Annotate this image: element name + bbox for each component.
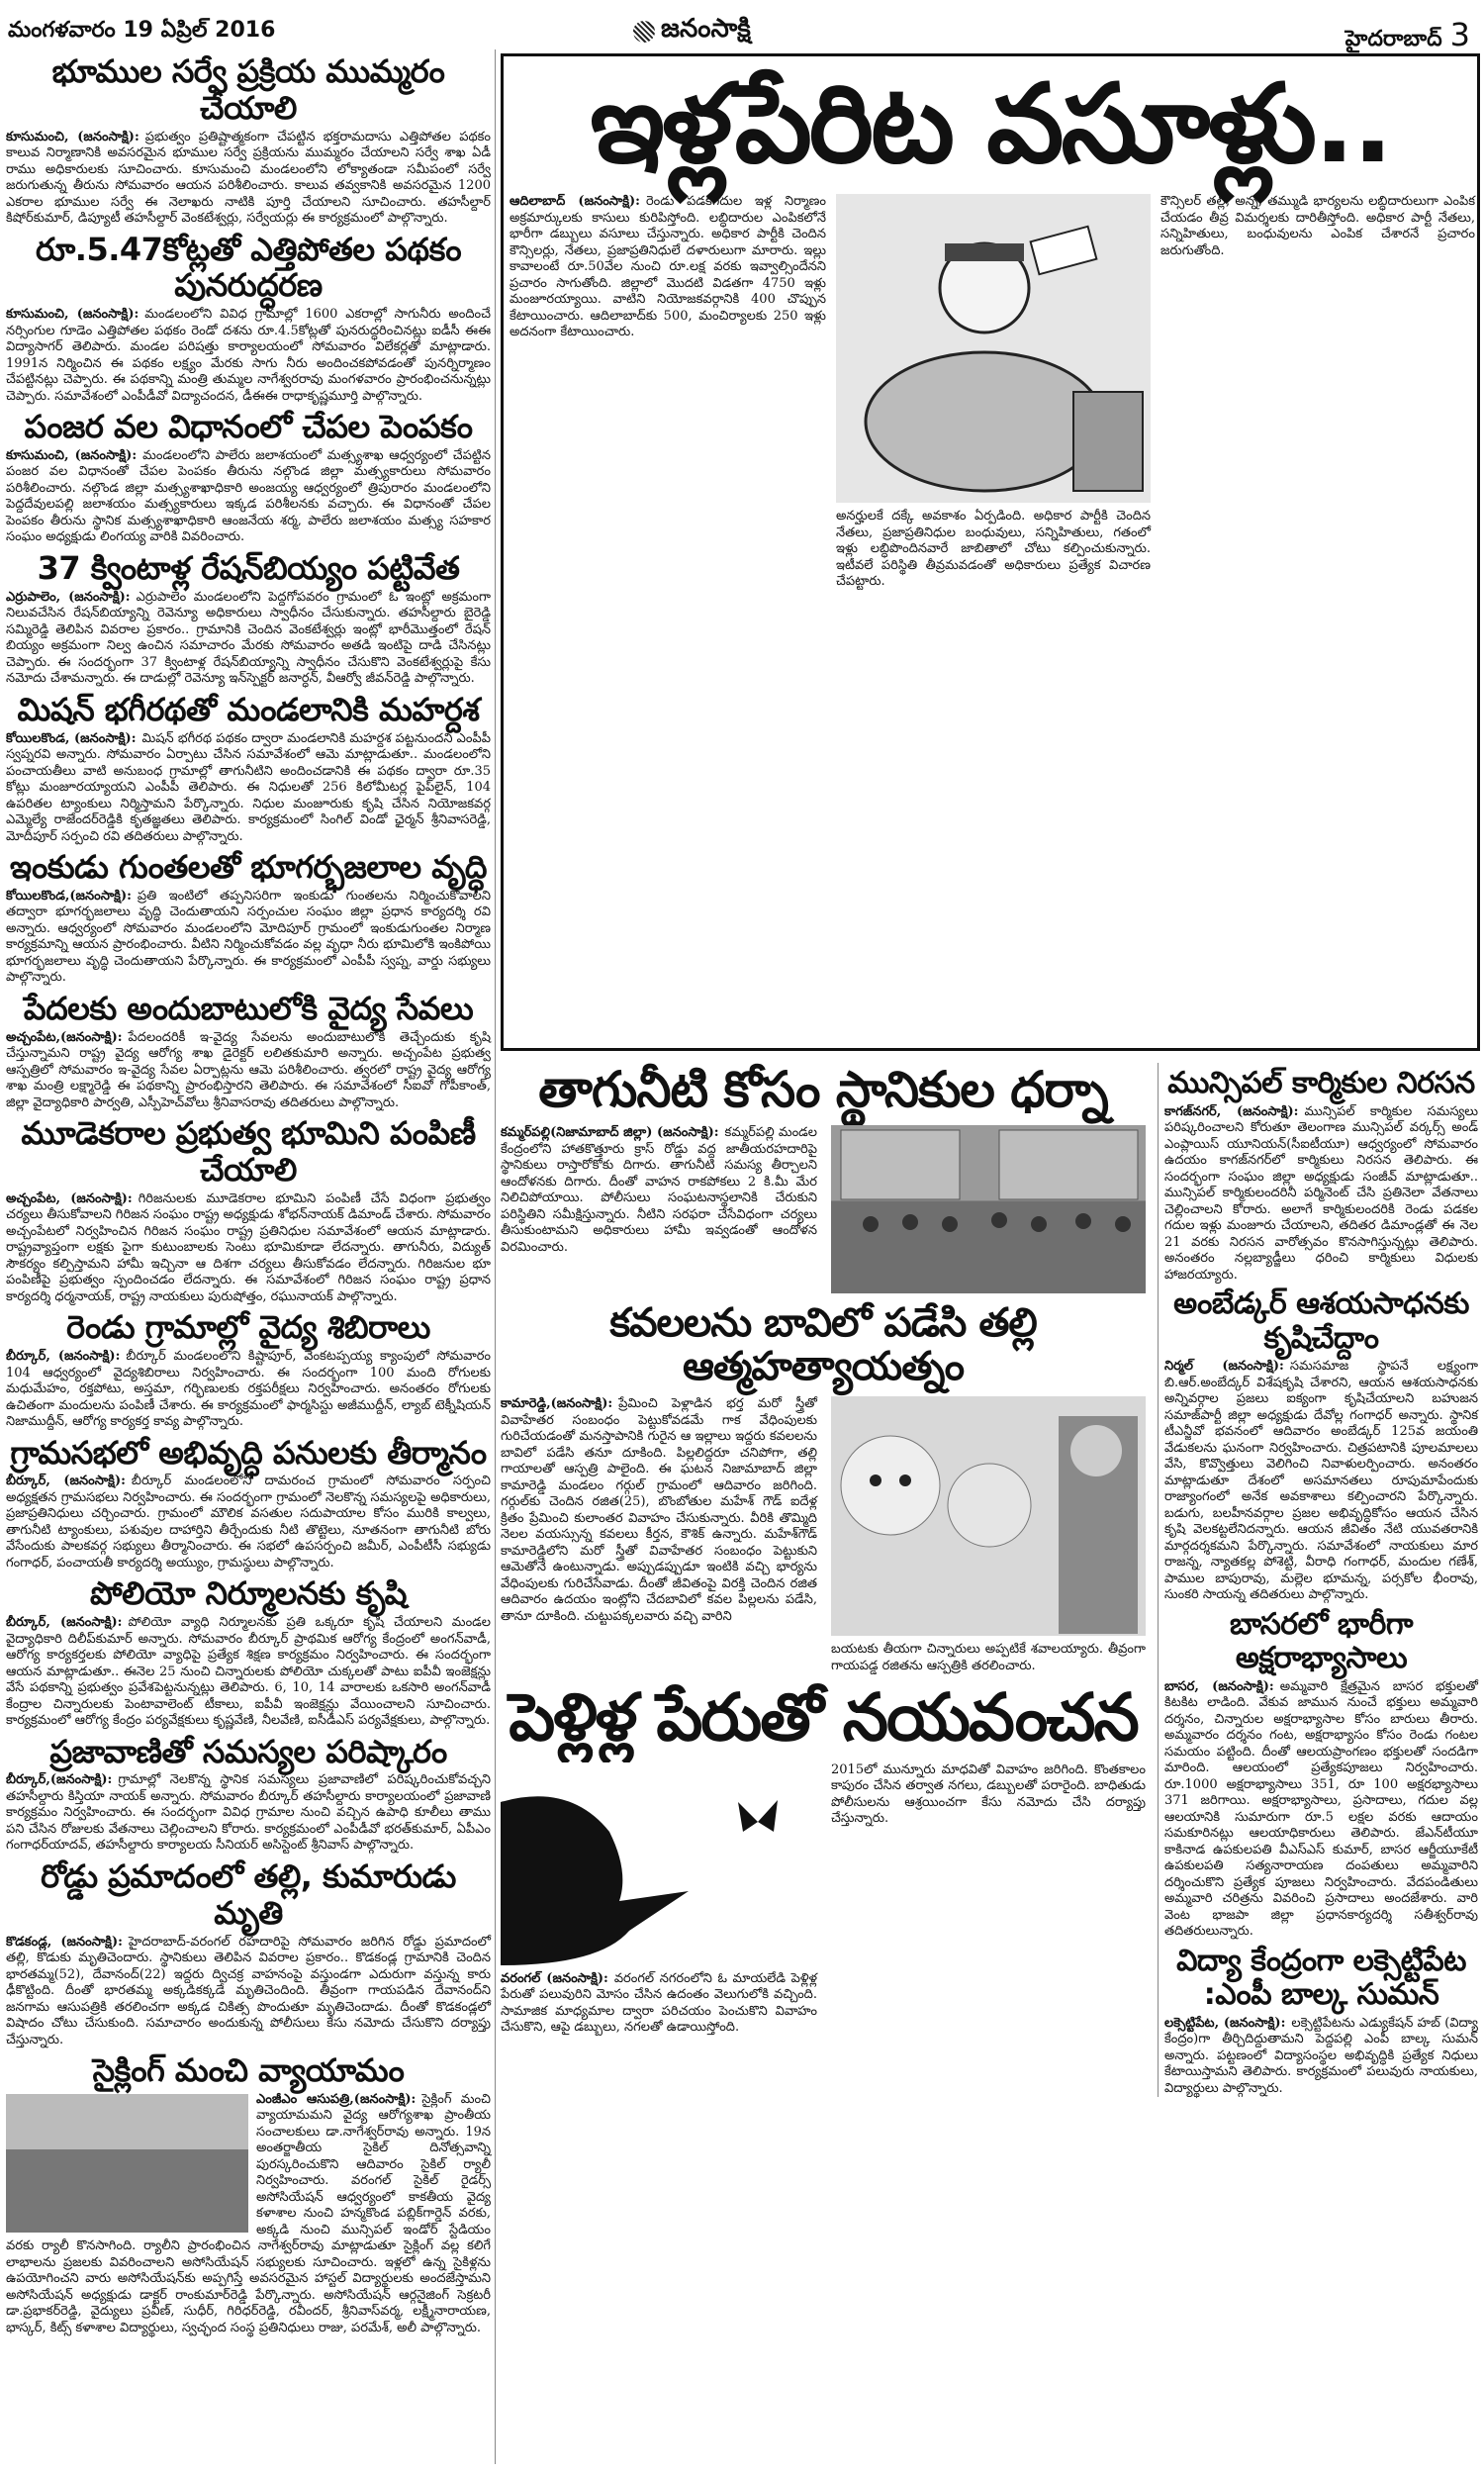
article-headline: 37 క్వింటాళ్ల రేషన్‌బియ్యం పట్టివేత [37,548,460,587]
logo-text: జనంసాక్షి [661,14,751,44]
marriage-fraud-headline: పెళ్లిళ్ల పేరుతో నయవంచన [509,1679,1138,1756]
lead-body-col-3: కౌన్సిలర్ తల్లి, అన్న, తమ్ముడి భార్యలను లబ్ధిదారులుగా ఎంపిక చేయడం తీవ్ర విమర్శలకు దారితీస్తోంది. అధికార పార్టీ నేతలు, సన్నిహితులు, బంధువులను ఎంపిక చేశారనే ప్రచారం జరుగుతోంది. [1160,194,1475,258]
marriage-fraud-article [501,1762,1146,2037]
news-article [6,688,491,845]
lead-body-col-2: అనర్హులకే దక్కే అవకాశం ఏర్పడింది. అధికార పార్టీకి చెందిన నేతలు, ప్రజాప్రతినిధుల బంధువులు, సన్నిహితులు, గతంలో ఇళ్లు లబ్ధిపొందినవారే జాబితాలో చోటు కల్పించుకున్నారు. ఇటీవలే పరిస్థితి తీవ్రమవడంతో అధికారులు ప్రత్యేక విచారణ చేపట్టారు. [836,509,1151,589]
article-body [6,889,491,987]
article-body [1164,1679,1478,1941]
article-text: గిరిజనులకు మూడెకరాల భూమిని పంపిణీ చేసే విధంగా ప్రభుత్వం చర్యలు తీసుకోవాలని గిరిజన సంఘం రాష్ట్ర అధ్యక్షుడు శోభన్‌నాయక్ డిమాండ్ చేశారు. సోమవారం అచ్చంపేటలో నిర్వహించిన గిరిజన సంఘం రాష్ట్ర ప్రతినిధుల సమావేశంలో ఆయన మాట్లాడారు. రాష్ట్రవ్యాప్తంగా లక్షకు పైగా కుటుంబాలకు సెంటు భూమికూడా లేదన్నారు. తాగునీరు, విద్యుత్ సౌకర్యం కల్పిస్తామని హామీ ఇచ్చినా ఆ దిశగా చర్యలు తీసుకోవడం లేదన్నారు. గిరిజనుల భూ పంపిణీపై ప్రభుత్వం స్పందించడం లేదన్నారు. ఈ సమావేశంలో గిరిజన సంఘం రాష్ట్ర ప్రధాన కార్యదర్శి ధర్మనాయక్, రాష్ట్ర నాయకులు పురుషోత్తం, రఘునాయక్ పాల్గొన్నారు. [6,1190,491,1304]
article-body: కమ్మర్‌పల్లి మండల కేంద్రంలోని హాతకొత్తూరు క్రాస్ రోడ్డు వద్ద జాతీయరహదారిపై స్థానికులు రాస్తారోకోకు దిగారు. తాగునీటి సమస్య తీర్చాలని ఆందోళనకు దిగారు. దీంతో వాహన రాకపోకలు 2 కి.మీ మేర నిలిచిపోయాయి. పోలీసులు సంఘటనాస్థలానికి చేరుకుని పరిస్థితిని సమీక్షిస్తున్నారు. నీటిని సరఫరా చేసేవిధంగా చర్యలు తీసుకుంటామని అధికారులు హామీ ఇవ్వడంతో ఆందోళన విరమించారు. [501,1125,817,1255]
news-article [6,2048,491,2336]
article-headline: గ్రామసభలో అభివృద్ధి పనులకు తీర్మానం [10,1433,487,1472]
protesters-photo-graphic [831,1125,1146,1293]
marriage-fraud-body [501,1971,817,2037]
article-headline: భూముల సర్వే ప్రక్రియ ముమ్మరం చేయాలి [51,52,445,127]
article-headline: మిషన్ భగీరథతో మండలానికి మహర్దశ [17,690,480,728]
cartoon-money-bag-illustration [836,194,1151,503]
article-text: బీర్కూర్ మండలంలోని దామరంచ గ్రామంలో సోమవారం సర్పంచి అధ్యక్షతన గ్రామసభలు నిర్వహించారు. ఈ సందర్భంగా గ్రామంలో నెలకొన్న సమస్యలపై అధికారులు, ప్రజాప్రతినిధులు చర్చించారు. గ్రామంలో మౌలిక వసతుల సదుపాయాల కోసం మురికి కాల్వలు, తాగునీటి ట్యాంకులు, పశువుల దాహార్తిని తీర్చేందుకు నీటి తొట్టెలు, నూతనంగా తాగునీటి బోరు వేసేందుకు పాలకవర్గ సభ్యులు తీర్మానించారు. ఈ సభలో ఉపసర్పంచి జమీర్, ఎంపీటీసీ సభ్యుడు గంగాధర్, పంచాయతీ కార్యదర్శి అయ్యుం, గ్రామస్థులు పాల్గొన్నారు. [6,1474,491,1570]
lead-body-col-1 [510,194,826,591]
news-article [1164,1063,1478,1284]
dateline: లక్సెట్టిపేట, (జనంసాక్షి): [1164,2015,1286,2031]
article-text: సైక్లింగ్ మంచి వ్యాయామమని వైద్య ఆరోగ్యశాఖ ప్రాంతీయ సంచాలకులు డా.నాగేశ్వర్‌రావు అన్నారు. 19న అంతర్జాతీయ సైకిల్ దినోత్సవాన్ని పురస్కరించుకొని ఆదివారం సైకిల్ ర్యాలీ నిర్వహించారు. వరంగల్ సైకిల్ రైడర్స్ అసోసియేషన్ ఆధ్వర్యంలో కాకతీయ వైద్య కళాశాల నుంచి హన్మకొండ పబ్లిక్‌గార్డెన్ వరకు, అక్కడి నుంచి మున్సిపల్ ఇండోర్ స్టేడియం వరకు ర్యాలీ కొనసాగింది. ర్యాలీని ప్రారంభించిన నాగేశ్వర్‌రావు మాట్లాడుతూ సైక్లింగ్ వల్ల కలిగే లాభాలను ప్రజలకు వివరించాలని అసోసియేషన్ సభ్యులకు సూచించారు. ఇళ్లలో ఉన్న సైకిళ్లను ఉపయోగించని వారు అసోసియేషన్‌కు అప్పగిస్తే అవసరమైన హాస్టల్ విద్యార్థులకు అందజేస్తామని అసోసియేషన్ అధ్యక్షుడు డాక్టర్ రాంకుమార్‌రెడ్డి పేర్కొన్నారు. అసోసియేషన్ ఆర్గనైజింగ్ సెక్రటరీ డా.ప్రభాకర్‌రెడ్డి, వైద్యులు ప్రవీణ్, సుధీర్, గిరిధర్‌రెడ్డి, రవీందర్, శ్రీనివాస్‌వర్మ, లక్ష్మీనారాయణ, భాస్కర్, కిట్స్ కళాశాల విద్యార్థులు, స్వచ్ఛంద సంస్థ ప్రతినిధులు రాజు, పరమేశ్, అలీ పాల్గొన్నారు. [6,2091,491,2335]
dateline: కమ్మర్‌పల్లి(నిజామాబాద్ జిల్లా) (జనంసాక్షి): [501,1125,719,1140]
dateline: బీర్కూర్, (జనంసాక్షి): [6,1615,123,1631]
marriage-fraud-body-right: 2015లో మున్నూరు మాధవితో వివాహం జరిగింది. కొంతకాలం కాపురం చేసిన తర్వాత నగలు, డబ్బులతో పరారైంది. బాధితుడు పోలీసులను ఆశ్రయించగా కేసు నమోదు చేసి దర్యాప్తు చేస్తున్నారు. [831,1761,1146,1827]
article-headline: రెండు గ్రామాల్లో వైద్య శిబిరాలు [66,1308,430,1347]
article-body [6,1191,491,1306]
article-text: హైదరాబాద్-వరంగల్ రహదారిపై సోమవారం జరిగిన రోడ్డు ప్రమాదంలో తల్లి, కొడుకు మృతిచెందారు. స్థానికులు తెలిపిన వివరాల ప్రకారం.. కొడకండ్ల గ్రామానికి చెందిన భారతమ్మ(52), దేవానంద్(22) ఇద్దరు ద్విచక్ర వాహనంపై వస్తుండగా ఎదురుగా వస్తున్న కారు ఢీకొట్టింది. దీంతో భారతమ్మ అక్కడికక్కడే మృతిచెందింది. తీవ్రంగా గాయపడిన దేవానంద్‌ని జనగామ ఆసుపత్రికి తరలించగా అక్కడ చికిత్స పొందుతూ మృతిచెందాడు. దీంతో కొడకండ్లలో విషాదం చోటు చేసుకుంది. సమాచారం అందుకున్న పోలీసులు కేసు నమోదు చేసుకొని దర్యాప్తు చేస్తున్నారు. [6,1934,491,2047]
article-text: సమసమాజ స్థాపనే లక్ష్యంగా బి.ఆర్.అంబేద్కర్ విశేషకృషి చేశారని, ఆయన ఆశయసాధనకు అన్నివర్గాల ప్రజలు ఐక్యంగా కృషిచేయాలని బహుజన సమాజ్‌పార్టీ జిల్లా అధ్యక్షుడు దేవోల్ల గంగాధర్ అన్నారు. స్థానిక టీఎన్జీవో భవనంలో ఆదివారం అంబేడ్కర్ 125వ జయంతి వేడుకలను ఘనంగా నిర్వహించారు. చిత్రపటానికి పూలమాలలు వేసి, కొవ్వొత్తులు వెలిగించి నివాళులర్పించారు. అనంతరం మాట్లాడుతూ దేశంలో అసమానతలు రూపుమాపేందుకు రాజ్యాంగంలో అనేక అవకాశాలు కల్పించారని పేర్కొన్నారు. బడుగు, బలహీనవర్గాల ప్రజల అభివృద్ధికోసం ఆయన చేసిన కృషి వెలకట్టలేనిదన్నారు. ఆయన జీవితం నేటి యువతరానికి మార్గదర్శకమని పేర్కొన్నారు. సమావేశంలో నాయకులు మార రాజన్న, న్యాతకల్ల పోశెట్టి, వీరాధి గంగాధర్, మందుల గణేశ్, పాముల బాపురావు, మల్లెల భూమన్న, పర్సకోల భీంరావు, సుంకరి సాయన్న తదితరులు పాల్గొన్నారు. [1164,1359,1478,1602]
news-article [6,1730,491,1855]
article-text: మండలంలోని వివిధ గ్రామాల్లో 1600 ఎకరాల్లో సాగునీరు అందించే నర్సింగుల గూడెం ఎత్తిపోతల పథకం రెండో దశను రూ.4.5కోట్లతో పునరుద్ధరించినట్లు ఐడీసీ ఈఈ విద్యాసాగర్ తెలిపారు. మండల పరిషత్తు కార్యాలయంలో సోమవారం విలేకర్లతో మాట్లాడారు. 1991న నిర్మించిన ఈ పథకం లక్ష్యం మేరకు సాగు నీరు అందించకపోవడంతో పునర్నిర్మాణం చేపట్టినట్లు చెప్పారు. ఈ పథకాన్ని మంత్రి తుమ్మల నాగేశ్వరరావు మంగళవారం ప్రారంభించనున్నట్లు చెప్పారు. సమావేశంలో ఎంపీడీవో విద్యాచందన, డీఈఈ రాధాకృష్ణమూర్తి పాల్గొన్నారు. [6,307,491,404]
news-article [6,1571,491,1729]
article-headline: పంజర వల విధానంలో చేపల పెంపకం [24,408,473,446]
lead-middle-column [836,194,1151,591]
article-headline: సైక్లింగ్ మంచి వ్యాయామం [92,2051,405,2090]
marriage-fraud-left [501,1762,817,2037]
water-dharna-body [501,1125,817,1256]
article-body [6,590,491,688]
article-headline: అంబేడ్కర్ ఆశయసాధనకు కృషిచేద్దాం [1173,1286,1469,1356]
dateline: కూసుమంచి, (జనంసాక్షి): [6,447,138,463]
news-article [6,405,491,546]
logo-icon [633,21,655,43]
article-body [6,731,491,846]
cartoon-image [836,194,1151,503]
article-body [1164,1104,1478,1285]
article-body [6,307,491,405]
dateline: కోయిలకొండ, (జనంసాక్షి): [6,730,137,746]
news-article [1164,1941,1478,2098]
twins-body [501,1396,817,1625]
dharna-photo [831,1125,1146,1293]
lead-columns [510,194,1475,591]
dateline: కోయిలకొండ,(జనంసాక్షి): [6,888,132,904]
news-article [6,228,491,406]
article-text: అమ్మవారి క్షేత్రమైన బాసర భక్తులతో కిటకిట లాడింది. వేకువ జామున నుంచే భక్తులు అమ్మవారి దర్శనం, చిన్నారుల అక్షరాభ్యాసాల కోసం బారులు తీరారు. అమ్మవారం దర్శనం గంట, అక్షరాభ్యాసం కోసం రెండు గంటల సమయం పట్టింది. దీంతో ఆలయప్రాంగణం భక్తులతో సందడిగా మారింది. ఆలయంలో ప్రత్యేకపూజలు నిర్వహించారు. రూ.1000 అక్షరాభ్యాసాలు 351, రూ 100 అక్షరభ్యాసాలు 371 జరిగాయి. అక్షరాభ్యాసాలు, ప్రసాదాలు, గదుల వల్ల ఆలయానికి సుమారుగా రూ.5 లక్షల వరకు ఆదాయం సమకూరినట్లు ఆలయాధికారులు తెలిపారు. జేఎన్‌టీయూ కాకినాడ ఉపకులపతి వీఎస్‌ఎస్ కుమార్, బాసర ఆర్జీయూకేటీ ఉపకులపతి సత్యనారాయణ దంపతులు అమ్మవారిని దర్శించుకొని ప్రత్యేక పూజలు నిర్వహించారు. వేదపండితులు అమ్మవారి చరిత్రను వివరించి ప్రసాదాలు అందజేశారు. వారి వెంట భాజపా జిల్లా ప్రధానకార్యదర్శి సతీశ్వర్‌రావు తదితరులున్నారు. [1164,1678,1478,1939]
lead-headline: ఇళ్లపేరిట వసూళ్లు.. [590,60,1391,187]
dateline: నిర్మల్ (జనంసాక్షి): [1164,1359,1284,1374]
dateline: బాసర, (జనంసాక్షి): [1164,1678,1274,1694]
lead-story [501,53,1480,1051]
news-article [6,49,491,228]
dateline: బీర్కూర్, (జనంసాక్షి): [6,1349,121,1365]
issue-date: మంగళవారం 19 ఏప్రిల్ 2016 [8,18,276,43]
twins-photo-column [831,1396,1146,1674]
news-article [1164,1284,1478,1604]
article-text: పోలియో వ్యాధి నిర్మూలనకు ప్రతి ఒక్కరూ కృషి చేయాలని మండల వైద్యాధికారి దిలీప్‌కుమార్ అన్నారు. సోమవారం బీర్కూర్ ప్రాథమిక ఆరోగ్య కేంద్రంలో అంగన్‌వాడీ, ఆరోగ్య కార్యకర్తలకు పోలియో వ్యాధిపై ప్రత్యేక శిక్షణ కార్యక్రమం నిర్వహించారు. ఈ సందర్భంగా ఆయన మాట్లాడుతూ.. ఈనెల 25 నుంచి చిన్నారులకు పోలియో చుక్కలతో పాటు ఐపీవీ ఇంజెక్షన్లు వేసే పథకాన్ని ప్రభుత్వం ప్రవేశపెట్టనున్నట్లు తెలిపారు. 6, 10, 14 వారాలకు ఒకసారి అంగన్‌వాడీ కేంద్రాల చిన్నారులకు పెంటావాలెంట్ టీకాలు, ఐపీవీ ఇంజెక్షన్లు వేయించాలని సూచించారు. కార్యక్రమంలో ఆరోగ్య కేంద్రం పర్యవేక్షకులు కృష్ణవేణి, నీలవేణి, ఐసీడీఎస్ పర్యవేక్షకులు, పాల్గొన్నారు. [6,1615,491,1729]
lower-section [501,1063,1480,2097]
news-article [6,845,491,987]
dateline: వరంగల్ (జనంసాక్షి): [501,1970,608,1986]
article-text: ప్రతి ఇంటిలో తప్పనిసరిగా ఇంకుడు గుంతలను నిర్మించుకోవాలని తద్వారా భూగర్భజలాలు వృద్ధి చెందుతాయని సర్పంచుల సంఘం జిల్లా ప్రధాన కార్యదర్శి రవి అన్నారు. ఆధ్వర్యంలో సోమవారం మండలంలోని మోదిపూర్ గ్రామంలో ఇంకుడుగుంతల నిర్మాణ కార్యక్రమాన్ని ఆయన ప్రారంభించారు. వీటిని నిర్మించుకోవడం వల్ల వృధా నీరు భూమిలోకి ఇంకిపోయి భూగర్భజలాలు వృద్ధి చెందుతాయని పేర్కొన్నారు. ఈ కార్యక్రమంలో ఎంపీపీ స్వప్న, వార్డు సభ్యులు పాల్గొన్నారు. [6,888,491,986]
right-area [501,53,1480,2097]
page-number: 3 [1449,16,1470,53]
dateline: అచ్చంపేట, (జనంసాక్షి): [6,1190,133,1206]
article-text: మిషన్ భగీరథ పథకం ద్వారా మండలానికి మహర్దశ పట్టనుందని ఎంపీపీ స్వప్నరవి అన్నారు. సోమవారం ఏర్పాటు చేసిన సమావేశంలో ఆమె మాట్లాడుతూ.. మండలంలోని పంచాయతీలు వాటి అనుబంధ గ్రామాల్లో తాగునీటిని అందించడానికి ఈ పథకం ద్వారా రూ.35 కోట్లు మంజూరయ్యాయని ఎంపీపీ తెలిపారు. ఈ నిధులతో 256 కిలోమీటర్ల పైప్‌లైన్, 104 ఉపరితల ట్యాంకులు నిర్మిస్తామని పేర్కొన్నారు. నిధుల మంజూరుకు కృషి చేసిన నియోజకవర్గ ఎమ్మెల్యే రాజేందర్‌రెడ్డికి కృతజ్ఞతలు తెలిపారు. కార్యక్రమంలో సింగిల్ విండో ఛైర్మన్ శ్రీనివాసరెడ్డి, మోదీపూర్ సర్పంచి రవి తదితరులు పాల్గొన్నారు. [6,730,491,844]
water-dharna-article [501,1125,1146,1293]
silhouette-image [501,1762,817,1965]
article-text: మండలంలోని పాలేరు జలాశయంలో మత్స్యశాఖ ఆధ్వర్యంలో చేపట్టిన పంజర వల విధానంతో చేపల పెంపకం తీరును నల్గొండ జిల్లా మత్స్యకారులు సోమవారం పరిశీలించారు. నల్గొండ జిల్లా మత్స్యశాఖాధికారి అంజయ్య ఆధ్వర్యంలో త్రిపురారం మండలంలోని పెద్దదేవులపల్లి జలాశయం మత్స్యకారులు ఇక్కడ పరిశీలనకు వచ్చారు. ఈ విధానంతో చేపల పెంపకం తీరును స్థానిక మత్స్యశాఖాధికారి ఆంజనేయ శర్మ, పాలేరు జలాశయం మత్స్య సహకార సంఘం అధ్యక్షుడు లింగయ్య వారికి వివరించారు. [6,447,492,545]
woman-butterfly-silhouette [501,1762,817,1965]
family-photo-graphic [831,1396,1146,1636]
article-text: గ్రామాల్లో నెలకొన్న స్థానిక సమస్యలు ప్రజావాణిలో పరిష్కరించుకోవచ్చని తహసీల్దారు కిస్తియా నాయక్ అన్నారు. సోమవారం బీర్కూర్ తహసీల్దారు కార్యాలయంలో ప్రజావాణి కార్యక్రమం నిర్వహించారు. ఈ సందర్భంగా వివిధ గ్రామాల నుంచి వచ్చిన ఉపాధి కూలీలు తాము పని చేసిన రోజులకు వేతనాలు చెల్లించాలని కోరారు. కార్యక్రమంలో ఎంపీడీవో భరత్‌కుమార్, ఏపీఎం గంగాధర్‌యాదవ్, తహసీల్దారు కార్యాలయ సీనియర్ అసిస్టెంట్ శ్రీనివాస్ పాల్గొన్నారు. [6,1772,491,1854]
article-body [6,448,491,546]
dateline: ఆదిలాబాద్ (జనంసాక్షి): [510,194,640,209]
article-body [6,1772,491,1855]
article-body [6,1935,491,2049]
article-headline: మున్సిపల్ కార్మికుల నిరసన [1167,1066,1475,1100]
article-body [6,1615,491,1730]
dateline: కూసుమంచి, (జనంసాక్షి): [6,307,139,323]
article-body [6,1030,491,1112]
right-news-column [1158,1063,1478,2097]
dateline: ఎంజీఎం ఆసుపత్రి,(జనంసాక్షి): [256,2091,417,2107]
masthead-logo [633,14,751,49]
article-body [6,1474,491,1571]
article-headline: రూ.5.47కోట్లతో ఎత్తిపోతల పథకం పునరుద్ధరణ [35,230,462,305]
news-article [6,1855,491,2048]
article-headline: మూడెకరాల ప్రభుత్వ భూమిని పంపిణీ చేయాలి [21,1114,476,1189]
article-headline: రోడ్డు ప్రమాదంలో తల్లి, కుమారుడు మృతి [41,1856,456,1932]
twins-photo [831,1396,1146,1636]
article-text: లక్సెట్టిపేటను ఎడ్యుకేషన్ హబ్ (విద్యా కేంద్రం)గా తీర్చిదిద్దుతామని పెద్దపల్లి ఎంపీ బాల్క సుమన్ అన్నారు. పట్టణంలో విద్యాసంస్థల అభివృద్ధికి ప్రత్యేక నిధులు కేటాయిస్తామని తెలిపారు. కార్యక్రమంలో పలువురు నాయకులు, విద్యార్థులు పాల్గొన్నారు. [1164,2015,1478,2096]
left-news-column [6,49,491,2336]
article-text: మున్సిపల్ కార్మికుల సమస్యలు పరిష్కరించాలని కోరుతూ తెలంగాణ మున్సిపల్ వర్కర్స్ అండ్ ఎంప్లాయిస్ యూనియన్(సీఐటీయూ) ఆధ్వర్యంలో సోమవారం ఉదయం కాగజ్‌నగర్‌లో కార్మికులు నిరసన తెలిపారు. ఈ సందర్భంగా సంఘం జిల్లా అధ్యక్షుడు సంజీవ్ మాట్లాడుతూ.. మున్సిపల్ కార్మికులందరినీ పర్మినెంట్ చేసి ప్రతినెలా వేతనాలు చెల్లించాలని కోరారు. అలాగే కార్మికులందరికి రెండు పడకల గదుల ఇళ్లు మంజూరు చేయాలని, తదితర డిమాండ్లతో ఈ నెల 21 వరకు నిరసన వారోత్సవం కొనసాగిస్తున్నట్లు తెలిపారు. అనంతరం నల్లబ్యాడ్జీలు ధరించి కార్మికులు విధులకు హాజరయ్యారు. [1164,1103,1478,1283]
article-text: పేదలందరికీ ఇ-వైద్య సేవలను అందుబాటులోకి తెచ్చేందుకు కృషి చేస్తున్నామని రాష్ట్ర వైద్య ఆరోగ్య శాఖ డైరెక్టర్ లలితకుమారి అన్నారు. అచ్చంపేట ప్రభుత్వ ఆస్పత్రిలో సోమవారం ఇ-వైద్య సేవల ఏర్పాట్లను ఆమె పరిశీలించారు. త్వరలో రాష్ట్ర వైద్య ఆరోగ్య శాఖ మంత్రి లక్ష్మారెడ్డి ఈ పథకాన్ని ప్రారంభిస్తారని తెలిపారు. ఈ సమావేశంలో సీఐవో గోపీకాంత్, జిల్లా వైద్యాధికారి పార్వతి, ఎస్పీహెచ్‌వోలు శ్రీనివాసరావు తదితరులు పాల్గొన్నారు. [6,1029,491,1110]
dateline: కూసుమంచి, (జనంసాక్షి): [6,129,139,144]
article-headline: పోలియో నిర్మూలనకు కృషి [90,1574,407,1613]
article-headline: పేదలకు అందుబాటులోకి వైద్య సేవలు [23,989,474,1027]
cyclists-photo [6,2094,248,2233]
article-headline: బాసరలో భారీగా అక్షరాభ్యాసాలు [1230,1606,1413,1675]
article-body [6,1349,491,1431]
article-body [6,130,491,228]
article-body: ప్రేమించి పెళ్లాడిన భర్త మరో స్త్రీతో వివాహేతర సంబంధం పెట్టుకోవడమే గాక వేధింపులకు గురిచేయడంతో మనస్తాపానికి గురైన ఆ ఇల్లాలు ఇద్దరు కవలలను బావిలో పడేసి తనూ దూకింది. పిల్లలిద్దరూ చనిపోగా, తల్లి గాయాలతో ఆస్పత్రి పాలైంది. ఈ ఘటన నిజామాబాద్ జిల్లా కామారెడ్డి మండలం గర్గుల్ గ్రామంలో ఆదివారం జరిగింది. గర్గుల్‌కు చెందిన రజిత(25), బొంబోతుల మహేశ్ గౌడ్ ఐదేళ్ల క్రితం ప్రేమించి కులాంతర వివాహం చేసుకున్నారు. వీరికి తొమ్మిది నెలల వయస్సున్న కవలలు కీర్తన, కౌశిక్ ఉన్నారు. మహేశ్‌గౌడ్ కామారెడ్డిలోని మరో స్త్రీతో వివాహేతర సంబంధం పెట్టుకుని ఆమెతోనే ఉంటున్నాడు. అప్పుడప్పుడూ ఇంటికి వచ్చి భార్యను వేధింపులకు గురిచేసేవాడు. దీంతో జీవితంపై విరక్తి చెందిన రజిత ఆదివారం ఉదయం ఇంట్లోని చేదబావిలో కవల పిల్లలను పడేసి, తానూ దూకింది. చుట్టుపక్కలవారు వచ్చి వారిని [501,1396,817,1624]
twins-article [501,1396,1146,1674]
news-article [6,1305,491,1430]
article-text: ఎర్రుపాలెం మండలంలోని పెద్దగోపవరం గ్రామంలో ఓ ఇంట్లో అక్రమంగా నిలువచేసిన రేషన్‌బియ్యాన్ని రెవెన్యూ అధికారులు స్వాధీనం చేసుకున్నారు. తహసీల్దారు బైరెడ్డి సమ్మిరెడ్డి తెలిపిన వివరాల ప్రకారం.. గ్రామానికి చెందిన వెంకటేశ్వర్లు ఇంట్లో భారీమొత్తంలో రేషన్ బియ్యం అక్రమంగా నిల్వ ఉంచిన సమాచారం మేరకు సోమవారం అతడి ఇంటిపై దాడి చేసినట్లు చెప్పారు. ఈ సందర్భంగా 37 క్వింటాళ్ల రేషన్‌బియ్యాన్ని స్వాధీనం చేసుకొని వెంకటేశ్వర్లుపై కేసు నమోదు చేశామన్నారు. ఈ దాడుల్లో రెవెన్యూ ఇన్‌స్పెక్టర్ జనార్ధన్, వీఆర్వో జీవన్‌రెడ్డి పాల్గొన్నారు. [6,589,491,687]
article-headline: ఇంకుడు గుంతలతో భూగర్భజలాల వృద్ధి [10,848,487,887]
article-headline: ప్రజావాణితో సమస్యల పరిష్కారం [49,1732,447,1770]
dateline: కామారెడ్డి,(జనంసాక్షి): [501,1396,613,1411]
article-text: బీర్కూర్ మండలంలోని కిష్టాపూర్, వెంకటప్పయ్య క్యాంపులో సోమవారం 104 ఆధ్వర్యంలో వైద్యశిబిరాలు నిర్వహించారు. ఈ సందర్భంగా 100 మంది రోగులకు మధుమేహం, రక్తపోటు, అస్తమా, గర్భిణులకు రక్తపరీక్షలు నిర్వహించారు. అనంతరం రోగులకు ఉచితంగా మందులను పంపిణీ చేశారు. ఈ కార్యక్రమంలో ఫార్మసిస్టు అజీముద్దీన్, ల్యాబ్ టెక్నీషియన్ నిజాముద్దీన్, ఆరోగ్య కార్యకర్త కావ్య పాల్గొన్నారు. [6,1349,491,1430]
article-body [1164,2016,1478,2098]
article-headline: విద్యా కేంద్రంగా లక్సెట్టిపేట :ఎంపీ బాల్క సుమన్ [1176,1943,1466,2012]
dateline: బీర్కూర్,(జనంసాక్షి): [6,1772,113,1788]
news-article [6,987,491,1111]
dateline: అచ్చంపేట,(జనంసాక్షి): [6,1029,123,1045]
lead-body-text: రెండు పడకగదుల ఇళ్ల నిర్మాణం అక్రమార్కులకు కాసులు కురిపిస్తోంది. లబ్ధిదారుల ఎంపికలోనే భారీగా డబ్బులు వసూలు చేస్తున్నారు. అధికార పార్టీకి చెందిన కౌన్సిలర్లు, నేతలు, ప్రజాప్రతినిధులే దళారులుగా మారారు. ఇల్లు కావాలంటే రూ.50వేల నుంచి రూ.లక్ష వరకు ఇవ్వాల్సిందేనని ప్రచారం సాగుతోంది. జిల్లాలో మొదటి విడతగా 4750 ఇళ్లు మంజూరయ్యాయి. వాటిని నియోజకవర్గానికి 400 చొప్పున కేటాయించారు. ఆదిలాబాద్‌కు 500, మంచిర్యాలకు 250 ఇళ్లు అదనంగా కేటాయించారు. [510,194,826,339]
water-dharna-headline: తాగునీటి కోసం స్థానికుల ధర్నా [538,1061,1108,1118]
news-article [6,1431,491,1572]
article-text: ప్రభుత్వం ప్రతిష్టాత్మకంగా చేపట్టిన భక్తరామదాసు ఎత్తిపోతల పథకం కాలువ నిర్మాణానికి అవసరమైన భూముల సర్వే ప్రక్రియను ముమ్మరం చేయాలని సర్వే శాఖ ఏడీ రాము అధికారులకు సూచించారు. కూసుమంచి మండలంలోని లోక్యాతండా సమీపంలో సర్వే జరుగుతున్న తీరును సోమవారం ఆయన పరిశీలించారు. కాలువ తవ్వకానికి అవసరమైన 1200 ఎకరాల భూముల సర్వే ఈ నెలాఖరు నాటికి పూర్తి చేయాలని సూచించారు. తహసీల్దార్ కిషోర్‌కుమార్, డిప్యూటీ తహసీల్దార్ వెంకటేశ్వర్లు, సర్వేయర్లు ఈ కార్యక్రమంలో పాల్గొన్నారు. [6,129,491,227]
article-body: వరంగల్ నగరంలోని ఓ మాయలేడి పెళ్లిళ్ల పేరుతో పలువురిని మోసం చేసిన ఉదంతం వెలుగులోకి వచ్చింది. సామాజిక మాధ్యమాల ద్వారా పరిచయం పెంచుకొని వివాహం చేసుకొని, ఆపై డబ్బులు, నగలతో ఉడాయిస్తోంది. [501,1970,817,2036]
column-divider [495,49,496,2464]
news-article [1164,1604,1478,1941]
news-article [6,546,491,688]
dateline: బీర్కూర్, (జనంసాక్షి): [6,1474,126,1489]
dateline: కాగజ్‌నగర్, (జనంసాక్షి): [1164,1103,1299,1119]
dateline: ఎర్రుపాలెం, (జనంసాక్షి): [6,589,131,605]
news-article [6,1111,491,1305]
edition-info [1345,16,1470,56]
edition-city: హైదరాబాద్ [1345,27,1442,51]
article-body [1164,1359,1478,1604]
twins-body-continued: బయటకు తీయగా చిన్నారులు అప్పటికే శవాలయ్యారు. తీవ్రంగా గాయపడ్డ రజితను ఆస్పత్రికి తరలించారు. [831,1642,1146,1673]
middle-news-column [501,1063,1146,2097]
dateline: కొడకండ్ల, (జనంసాక్షి): [6,1934,123,1950]
twins-headline: కవలలను బావిలో పడేసి తల్లి ఆత్మహత్యాయత్నం [609,1300,1037,1389]
